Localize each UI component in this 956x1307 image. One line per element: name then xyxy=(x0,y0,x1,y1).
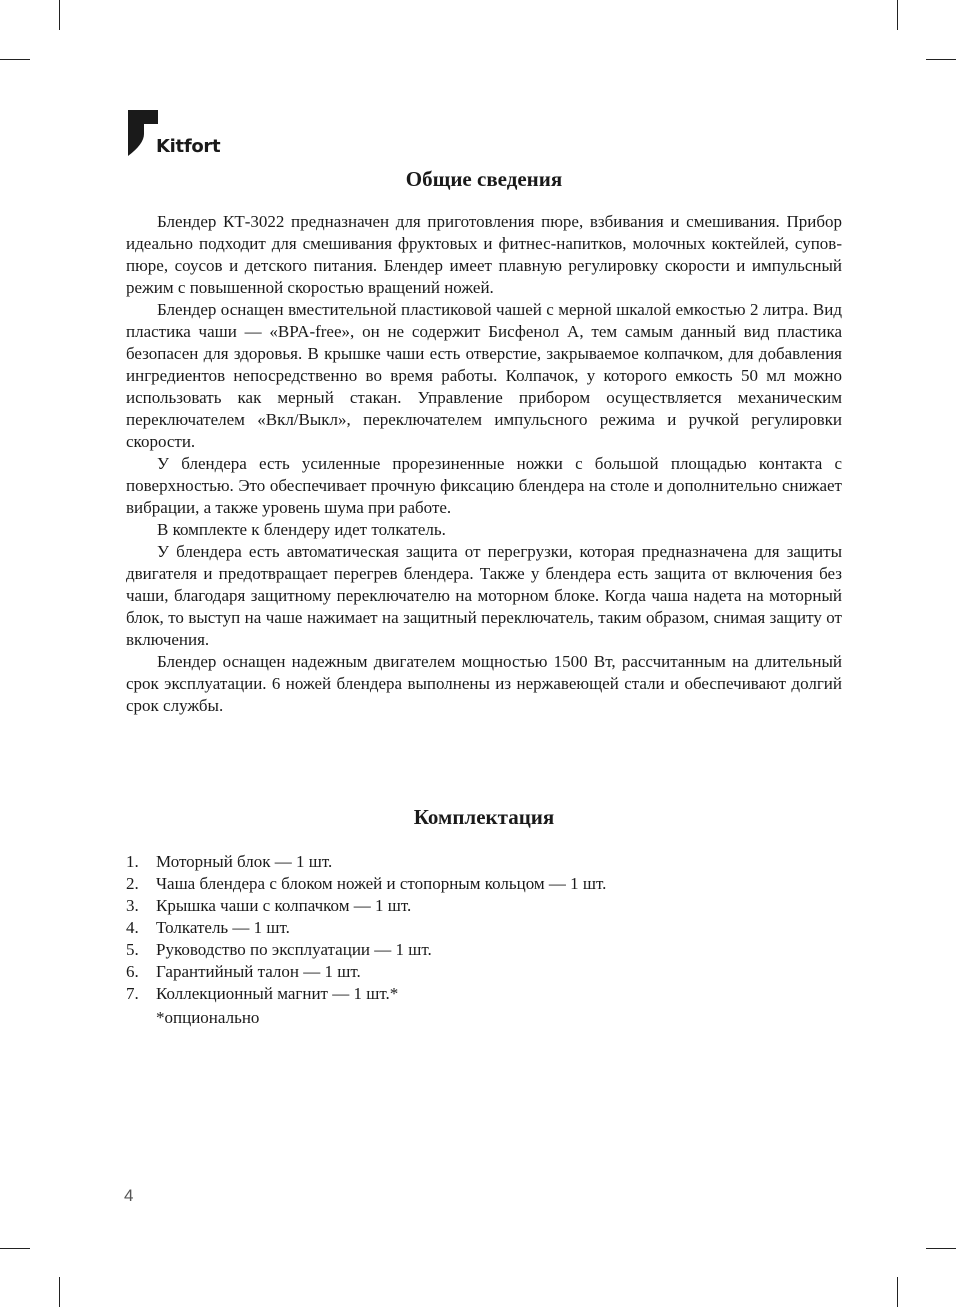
list-item-number: 5. xyxy=(126,940,139,959)
page-number: 4 xyxy=(124,1186,134,1205)
list-item xyxy=(126,895,842,917)
crop-mark-top-left xyxy=(59,0,60,30)
section-title-kit: Комплектация xyxy=(413,805,555,829)
paragraph: У блендера есть усиленные прорезиненные ножки с большой площадью контакта с поверхностью. Это обеспечивает прочную фиксацию блендера на столе и дополнительно снижает вибрации, а также уровень шума при работе. xyxy=(126,454,842,517)
crop-mark-right-bottom xyxy=(926,1248,956,1249)
list-item-text: Чаша блендера с блоком ножей и стопорным кольцом — 1 шт. xyxy=(156,874,607,893)
list-item-number: 4. xyxy=(126,918,139,937)
kit-footnote: *опционально xyxy=(156,1008,260,1027)
crop-mark-left-bottom xyxy=(0,1248,30,1249)
list-item-text: Коллекционный магнит — 1 шт.* xyxy=(156,984,399,1003)
paragraph: Блендер оснащен надежным двигателем мощностью 1500 Вт, рассчитанным на длительный срок эксплуатации. 6 ножей блендера выполнены из нержавеющей стали и обеспечивают долгий срок службы. xyxy=(126,652,842,715)
crop-mark-bottom-right xyxy=(897,1277,898,1307)
list-item-number: 2. xyxy=(126,874,139,893)
list-item-text: Руководство по эксплуатации — 1 шт. xyxy=(156,940,432,959)
list-item-text: Крышка чаши с колпачком — 1 шт. xyxy=(156,896,412,915)
paragraph: В комплекте к блендеру идет толкатель. xyxy=(157,520,446,539)
list-item xyxy=(126,983,842,1005)
list-item xyxy=(126,917,842,939)
list-item-text: Толкатель — 1 шт. xyxy=(156,918,290,937)
crop-mark-right-top xyxy=(926,59,956,60)
list-item xyxy=(126,851,842,873)
crop-mark-bottom-left xyxy=(59,1277,60,1307)
list-item xyxy=(126,873,842,895)
paragraph: У блендера есть автоматическая защита от перегрузки, которая предназначена для защиты двигателя и предотвращает перегрев блендера. Также у блендера есть защита от включения без чаши, благодаря защитному переключателю на моторном блоке. Когда чаша надета на моторный блок, то выступ на чаше нажимает на защитный переключатель, таким образом, снимая защиту от включения. xyxy=(126,542,842,649)
paragraph: Блендер КТ-3022 предназначен для приготовления пюре, взбивания и смешивания. Прибор идеально подходит для смешивания фруктовых и фитнес-напитков, молочных коктейлей, супов-пюре, соусов и детского питания. Блендер имеет плавную регулировку скорости и импульсный режим с повышенной скоростью вращений ножей. xyxy=(126,212,842,297)
list-item xyxy=(126,939,842,961)
list-item-text: Гарантийный талон — 1 шт. xyxy=(156,962,361,981)
brand-logo xyxy=(126,110,220,156)
kitfort-logo-icon xyxy=(126,110,160,156)
general-info-text xyxy=(126,211,842,717)
list-item-number: 6. xyxy=(126,962,139,981)
crop-mark-left-top xyxy=(0,59,30,60)
kit-list xyxy=(126,851,842,1005)
section-title-general: Общие сведения xyxy=(405,167,563,191)
list-item xyxy=(126,961,842,983)
brand-name: Kitfort xyxy=(156,136,221,157)
list-item-number: 3. xyxy=(126,896,139,915)
list-item-text: Моторный блок — 1 шт. xyxy=(156,852,333,871)
crop-mark-top-right xyxy=(897,0,898,30)
list-item-number: 7. xyxy=(126,984,139,1003)
paragraph: Блендер оснащен вместительной пластиковой чашей с мерной шкалой емкостью 2 литра. Вид пластика чаши — «BPA-free», он не содержит Бисфенол А, тем самым данный вид пластика безопасен для здоровья. В крышке чаши есть отверстие, закрываемое колпачком, для добавления ингредиентов непосредственно во время работы. Колпачок, у которого емкость 50 мл можно использовать как мерный стакан. Управление прибором осуществляется механическим переключателем «Вкл/Выкл», переключателем импульсного режима и ручкой регулировки скорости. xyxy=(126,300,842,451)
list-item-number: 1. xyxy=(126,852,139,871)
